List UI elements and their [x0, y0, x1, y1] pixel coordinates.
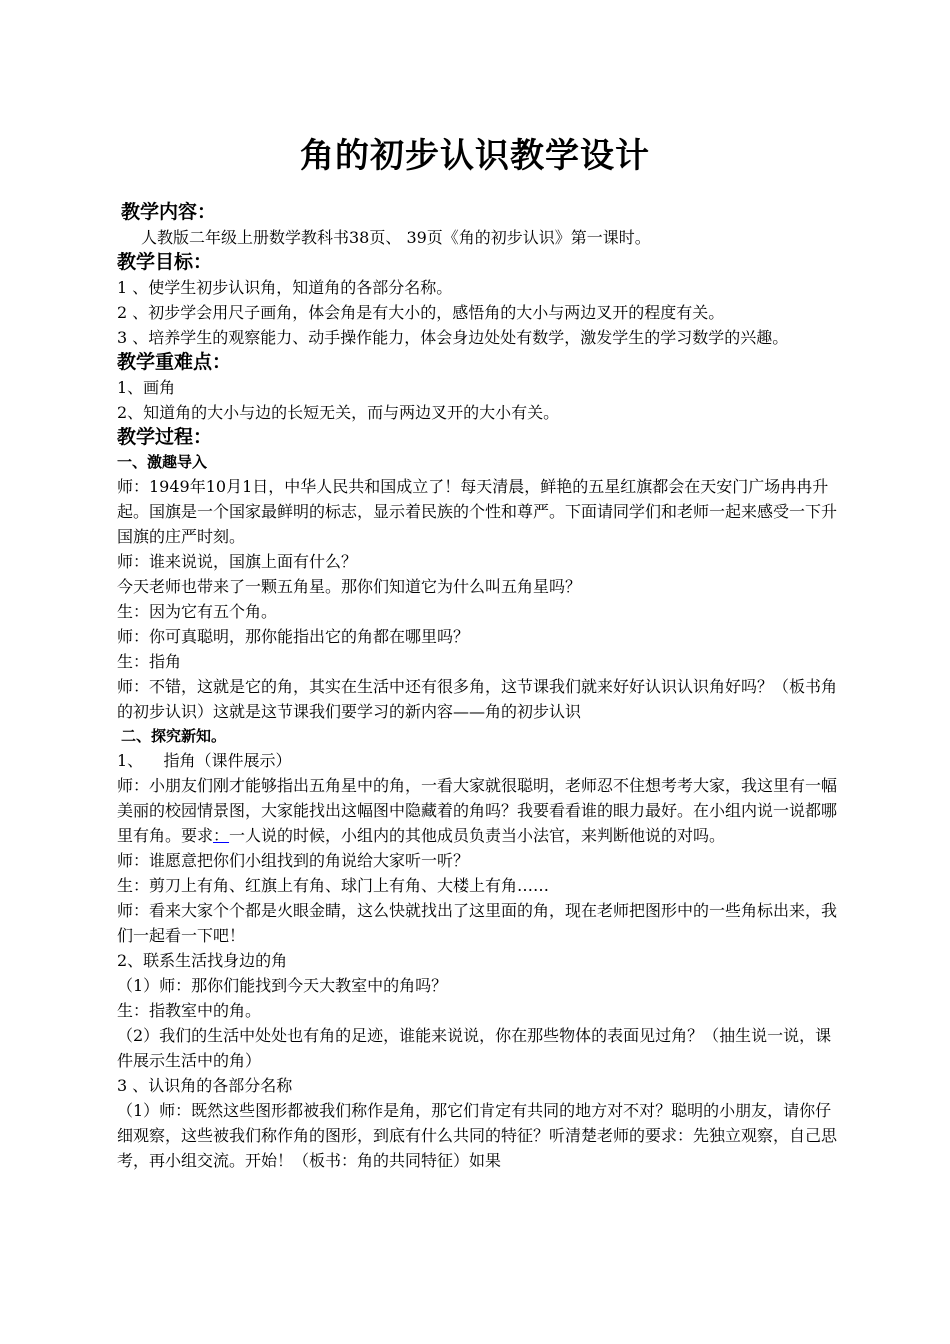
goal-item: 1 、使学生初步认识角，知道角的各部分名称。	[117, 278, 453, 297]
document-title: 角的初步认识教学设计	[300, 136, 650, 176]
dialogue-text: 一人说的时候，小组内的其他成员负责当小法官，来判断他说的对吗。	[229, 826, 726, 845]
heading-key-points: 教学重难点：	[117, 351, 232, 373]
dialogue-paragraph: 师：1949年10月1日，中华人民共和国成立了！每天清晨，鲜艳的五星红旗都会在天安门广场冉冉升起。国旗是一个国家最鲜明的标志，显示着民族的个性和尊严。下面请同学们和老师一起来感受一下升国旗的庄严时刻。	[117, 477, 838, 546]
subheading-find-angles: 2、联系生活找身边的角	[117, 951, 288, 970]
underlined-colon: ：	[213, 826, 230, 845]
dialogue-paragraph: 今天老师也带来了一颗五角星。那你们知道它为什么叫五角星吗？	[117, 577, 582, 596]
teaching-content-text: 人教版二年级上册数学教科书38页、 39页《角的初步认识》第一课时。	[141, 228, 651, 247]
dialogue-paragraph: 生：剪刀上有角、红旗上有角、球门上有角、大楼上有角……	[117, 876, 550, 895]
dialogue-text: 师：小朋友们刚才能够指出五角星中的角，一看大家就很聪明，老师忍不住想考考大家，我这里有一幅美丽的校园情景图，大家能找出这幅图中隐藏着的角吗？我要看看谁的眼力最好。在小组内说一说都哪里有角。要求	[117, 776, 838, 845]
heading-teaching-process: 教学过程：	[117, 426, 213, 448]
goal-item: 3 、培养学生的观察能力、动手操作能力，体会身边处处有数学，激发学生的学习数学的兴趣。	[117, 328, 789, 347]
heading-part-one: 一、激趣导入	[117, 453, 208, 471]
dialogue-paragraph: 师：谁来说说，国旗上面有什么？	[117, 552, 358, 571]
dialogue-paragraph: （1）师：那你们能找到今天大教室中的角吗？	[117, 976, 448, 995]
key-point-item: 1、画角	[117, 378, 176, 397]
key-point-item: 2、知道角的大小与边的长短无关，而与两边叉开的大小有关。	[117, 403, 560, 422]
heading-teaching-content: 教学内容：	[121, 201, 217, 223]
dialogue-paragraph: 师：不错，这就是它的角，其实在生活中还有很多角，这节课我们就来好好认识认识角好吗？（板书角的初步认识）这就是这节课我们要学习的新内容——角的初步认识	[117, 677, 838, 721]
goal-item: 2 、初步学会用尺子画角，体会角是有大小的，感悟角的大小与两边叉开的程度有关。	[117, 303, 725, 322]
document-body	[117, 200, 837, 1173]
dialogue-paragraph: 生：指教室中的角。	[117, 1001, 262, 1020]
dialogue-paragraph: 生：因为它有五个角。	[117, 602, 278, 621]
heading-teaching-goals: 教学目标：	[117, 251, 213, 273]
dialogue-paragraph: 师：看来大家个个都是火眼金睛，这么快就找出了这里面的角，现在老师把图形中的一些角标出来，我们一起看一下吧！	[117, 901, 838, 945]
dialogue-paragraph	[117, 773, 837, 848]
heading-part-two: 二、探究新知。	[121, 727, 227, 745]
dialogue-paragraph: 师：谁愿意把你们小组找到的角说给大家听一听？	[117, 851, 470, 870]
dialogue-paragraph: 生：指角	[117, 652, 182, 671]
dialogue-paragraph: （1）师：既然这些图形都被我们称作是角，那它们肯定有共同的地方对不对？聪明的小朋友，请你仔细观察，这些被我们称作角的图形，到底有什么共同的特征？听清楚老师的要求：先独立观察，自己思考，再小组交流。开始！（板书：角的共同特征）如果	[117, 1101, 838, 1170]
subheading-angle-parts: 3 、认识角的各部分名称	[117, 1076, 293, 1095]
subheading-point-angles: 1、 指角（课件展示）	[117, 751, 292, 770]
dialogue-paragraph: （2）我们的生活中处处也有角的足迹，谁能来说说，你在那些物体的表面见过角？（抽生说一说，课件展示生活中的角）	[117, 1026, 832, 1070]
dialogue-paragraph: 师：你可真聪明，那你能指出它的角都在哪里吗？	[117, 627, 470, 646]
